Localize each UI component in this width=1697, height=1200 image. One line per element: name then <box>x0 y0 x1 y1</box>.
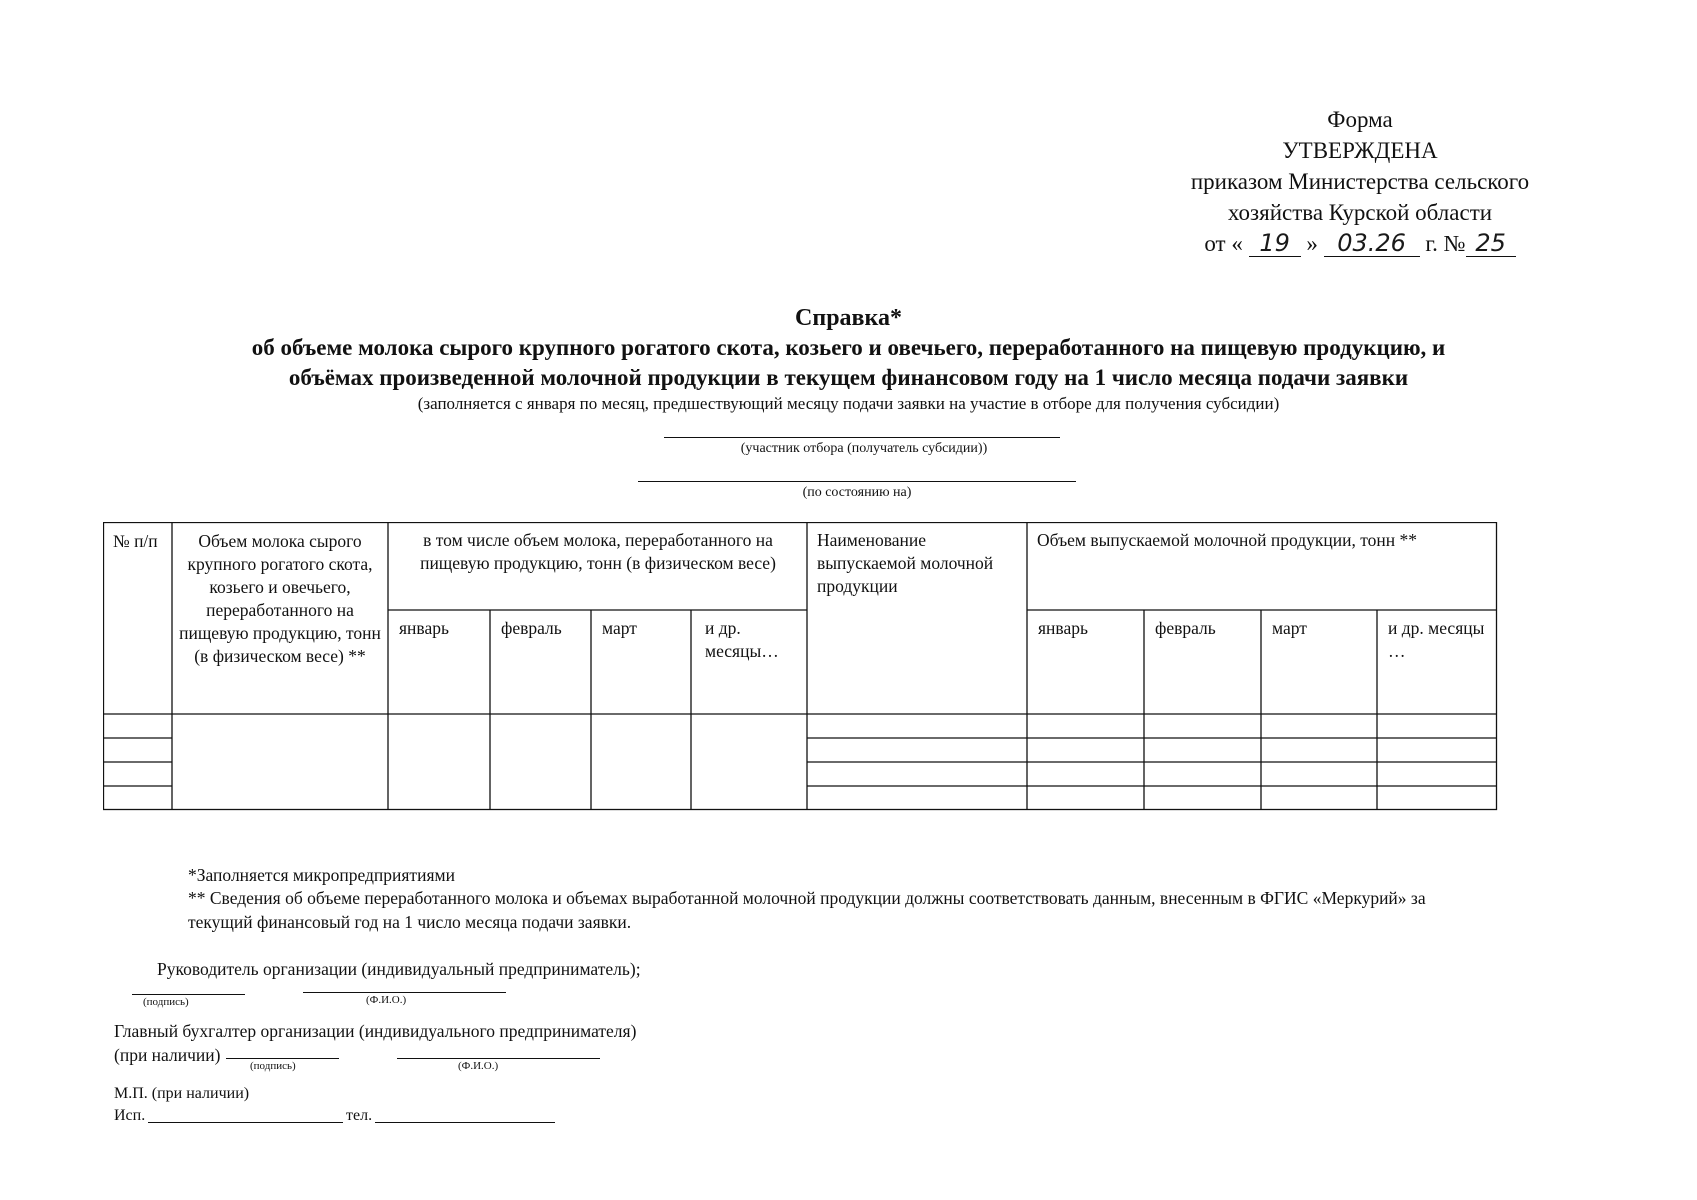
head-fio-line[interactable] <box>303 992 506 993</box>
table-header-including: в том числе объем молока, переработанного на пищевую продукцию, тонн (в физическом весе) <box>420 530 776 573</box>
participant-caption: (участник отбора (получатель субсидии)) <box>740 441 988 456</box>
table-header-month-mar-left: март <box>602 618 637 638</box>
table-header-month-jan-left: январь <box>399 618 449 638</box>
date-mid: » <box>1306 231 1318 256</box>
accountant-fio-caption: (Ф.И.О.) <box>458 1060 499 1072</box>
table-header-month-other-left: и др. месяцы… <box>705 618 779 661</box>
footnote-mercury-line-2: текущий финансовый год на 1 число месяца подачи заявки. <box>188 912 632 932</box>
table-header-product-name: Наименование выпускаемой молочной продукции <box>817 530 994 596</box>
date-prefix: от « <box>1204 231 1243 256</box>
chief-accountant-label: Главный бухгалтер организации (индивидуального предпринимателя) <box>114 1021 637 1041</box>
footnote-micro-enterprises: *Заполняется микропредприятиями <box>188 865 455 885</box>
document-subtitle-line-2: объёмах произведенной молочной продукции в текущем финансовом году на 1 число месяца подачи заявки <box>288 365 1409 390</box>
data-table <box>103 522 1498 811</box>
table-header-month-jan-right: январь <box>1038 618 1088 638</box>
handwritten-month: 03.26 <box>1324 230 1420 257</box>
phone-fill-line[interactable] <box>375 1122 555 1123</box>
approval-ministry-line: хозяйства Курской области <box>1227 200 1493 225</box>
head-of-organization-label: Руководитель организации (индивидуальный предприниматель); <box>157 959 641 979</box>
approval-date-line <box>1150 228 1570 259</box>
participant-fill-line[interactable] <box>664 437 1060 438</box>
approval-order-line: приказом Министерства сельского <box>1190 169 1530 194</box>
footnote-mercury-line-1: ** Сведения об объеме переработанного молока и объемах выработанной молочной продукции должны соответствовать данным, внесенным в ФГИС «Меркурий» за <box>188 888 1426 908</box>
accountant-fio-line[interactable] <box>397 1058 600 1059</box>
table-header-month-feb-left: февраль <box>501 618 562 638</box>
phone-label: тел. <box>346 1107 373 1124</box>
date-caption: (по состоянию на) <box>802 485 912 500</box>
table-header-output-volume: Объем выпускаемой молочной продукции, тонн ** <box>1037 530 1418 550</box>
accountant-signature-caption: (подпись) <box>250 1060 296 1072</box>
approval-form-label: Форма <box>1327 107 1393 132</box>
approval-approved-label: УТВЕРЖДЕНА <box>1282 138 1438 163</box>
executor-fill-line[interactable] <box>148 1122 343 1123</box>
table-header-month-mar-right: март <box>1272 618 1307 638</box>
executor-label: Исп. <box>114 1107 146 1124</box>
head-signature-line[interactable] <box>132 994 245 995</box>
accountant-signature-line[interactable] <box>226 1058 339 1059</box>
approval-block <box>1150 104 1570 259</box>
document-title: Справка* <box>795 305 902 331</box>
document-fill-note: (заполняется с января по месяц, предшествующий месяцу подачи заявки на участие в отборе для получения субсидии) <box>417 394 1280 413</box>
document-subtitle-line-1: об объеме молока сырого крупного рогатого скота, козьего и овечьего, переработанного на пищевую продукцию, и <box>251 335 1446 360</box>
seal-label: М.П. (при наличии) <box>114 1085 250 1102</box>
accountant-if-any-label: (при наличии) <box>114 1045 221 1065</box>
head-fio-caption: (Ф.И.О.) <box>366 994 407 1006</box>
document-title-block <box>0 303 1697 415</box>
table-header-milk-volume: Объем молока сырого крупного рогатого скота, козьего и овечьего, переработанного на пищевую продукцию, тонн (в физическом весе) ** <box>179 531 381 666</box>
date-suffix: г. № <box>1425 231 1466 256</box>
handwritten-day: 19 <box>1249 230 1301 257</box>
date-fill-line[interactable] <box>638 481 1076 482</box>
table-header-number: № п/п <box>113 531 158 551</box>
table-header-month-feb-right: февраль <box>1155 618 1216 638</box>
table-header-month-other-right: и др. месяцы … <box>1388 618 1485 661</box>
handwritten-number: 25 <box>1466 230 1516 257</box>
head-signature-caption: (подпись) <box>143 996 189 1008</box>
